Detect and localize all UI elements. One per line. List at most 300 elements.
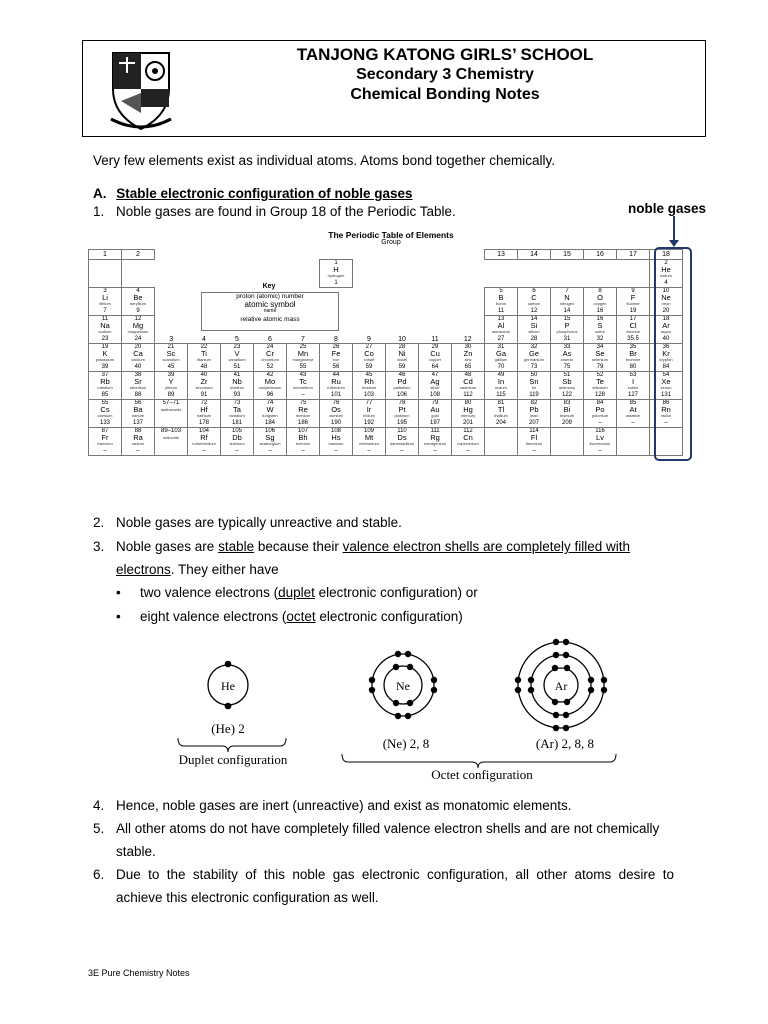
element-symbol: Al	[497, 320, 505, 330]
element-mass: –	[400, 447, 404, 454]
element-mass: 204	[495, 419, 506, 426]
element-cell	[419, 428, 452, 456]
group-number	[320, 250, 353, 260]
element-symbol: Ba	[133, 404, 143, 414]
element-cell	[122, 372, 155, 400]
element-number: 44	[332, 372, 340, 378]
element-mass: 197	[429, 419, 440, 426]
group-number: 1	[89, 250, 122, 260]
element-symbol: Ra	[133, 432, 143, 442]
element-number: 47	[431, 372, 439, 378]
element-cell	[320, 372, 353, 400]
group-18-highlight	[654, 247, 692, 461]
element-number: 30	[464, 344, 472, 350]
key-line-2: atomic symbol	[244, 299, 296, 309]
element-mass: 65	[464, 363, 472, 370]
transition-group-number: 9	[367, 335, 371, 343]
element-number: 87	[101, 428, 109, 434]
element-cell	[122, 428, 155, 456]
element-number: 35	[629, 344, 637, 350]
element-symbol: Re	[298, 404, 308, 414]
element-name: francium	[97, 441, 113, 446]
element-number: 37	[101, 372, 109, 378]
element-name: chromium	[261, 357, 279, 362]
element-mass: 190	[330, 419, 341, 426]
argon-caption: (Ar) 2, 8, 8	[535, 736, 595, 751]
empty-cell	[353, 260, 650, 288]
element-number: 3	[103, 288, 107, 294]
element-mass: 59	[398, 363, 406, 370]
element-name: tellurium	[592, 385, 608, 390]
element-number: 5	[499, 288, 503, 294]
element-number: 81	[497, 400, 505, 406]
element-cell	[419, 400, 452, 428]
element-symbol: Bi	[563, 404, 571, 414]
element-name: copernicium	[457, 441, 479, 446]
point-6-number: 6.	[93, 867, 105, 882]
element-name: lead	[530, 413, 538, 418]
element-name: rubidium	[97, 385, 113, 390]
intro-text: Very few elements exist as individual atoms. Atoms bond together chemically.	[93, 153, 555, 168]
transition-group-number: 6	[268, 335, 272, 343]
element-mass: 75	[563, 363, 571, 370]
element-mass: 56	[332, 363, 340, 370]
element-mass: 1	[334, 279, 338, 286]
element-cell	[617, 372, 650, 400]
element-name: argon	[660, 329, 672, 334]
element-symbol: V	[234, 348, 240, 358]
element-symbol: Pb	[529, 404, 539, 414]
element-number: 22	[200, 344, 208, 350]
element-name: hassium	[328, 441, 344, 446]
element-name: germanium	[523, 357, 544, 362]
key-box	[201, 292, 339, 331]
helium-caption: (He) 2	[211, 721, 245, 736]
group-number: 14	[518, 250, 551, 260]
element-mass: 59	[365, 363, 373, 370]
element-mass: –	[664, 419, 668, 426]
bullet-2-text-a: eight valence electrons (	[140, 609, 287, 624]
element-number: 4	[136, 288, 140, 294]
element-mass: –	[598, 419, 602, 426]
element-number: 48	[464, 372, 472, 378]
point-2-number: 2.	[93, 515, 105, 530]
element-symbol: Ge	[528, 348, 539, 358]
electron-configuration-diagram	[170, 632, 620, 790]
element-mass: 64	[431, 363, 439, 370]
group-number	[188, 250, 221, 260]
element-symbol: Pd	[397, 376, 407, 386]
element-symbol: K	[102, 348, 108, 358]
element-mass: 127	[627, 391, 638, 398]
element-number: 56	[134, 400, 142, 406]
element-name: iodine	[627, 385, 639, 390]
element-cell	[452, 344, 485, 372]
element-number: 18	[662, 316, 670, 322]
argon-symbol: Ar	[554, 679, 568, 693]
element-cell	[485, 316, 518, 344]
element-symbol: Au	[430, 404, 440, 414]
element-cell	[320, 400, 353, 428]
element-cell	[254, 400, 287, 428]
element-number: 29	[431, 344, 439, 350]
periodic-table-title: The Periodic Table of Elements	[328, 230, 454, 240]
element-symbol: Te	[596, 376, 604, 386]
element-number: 25	[299, 344, 307, 350]
key-line-1: proton (atomic) number	[236, 293, 304, 300]
element-number: 15	[563, 316, 571, 322]
duplet-label: Duplet configuration	[178, 752, 288, 767]
element-name: platinum	[394, 413, 410, 418]
element-name: chlorine	[625, 329, 640, 334]
element-number: 21	[167, 344, 175, 350]
element-mass: 89	[167, 391, 175, 398]
element-mass: 91	[200, 391, 208, 398]
element-name: mercury	[460, 413, 476, 418]
element-name: fluorine	[626, 301, 640, 306]
element-mass: 115	[496, 391, 506, 398]
element-number: 105	[231, 428, 242, 434]
element-name: neon	[661, 301, 671, 306]
element-cell	[155, 344, 188, 372]
element-symbol: Mg	[132, 320, 144, 330]
point-3-line-1	[116, 539, 674, 555]
element-name: polonium	[591, 413, 609, 418]
element-symbol: Sn	[529, 376, 539, 386]
element-name: darmstadtium	[389, 441, 415, 446]
element-name: bromine	[625, 357, 641, 362]
element-symbol: Rb	[100, 376, 110, 386]
point-3-text-f: . They either have	[170, 562, 279, 577]
element-name: krypton	[659, 357, 673, 362]
element-cell	[89, 372, 122, 400]
element-symbol: Zn	[463, 348, 473, 358]
element-symbol: Kr	[662, 348, 670, 358]
element-cell	[320, 344, 353, 372]
element-name: magnesium	[127, 329, 149, 334]
element-mass: 178	[198, 419, 209, 426]
element-symbol: Os	[331, 404, 341, 414]
element-cell	[485, 372, 518, 400]
element-symbol: Ru	[331, 376, 341, 386]
transition-group-number: 4	[202, 335, 206, 343]
element-cell	[155, 428, 188, 456]
point-3-stable: stable	[218, 539, 255, 554]
element-cell	[320, 428, 353, 456]
element-number: 12	[134, 316, 142, 322]
element-mass: 20	[662, 307, 670, 314]
element-name: arsenic	[560, 357, 574, 362]
element-mass: –	[532, 447, 536, 454]
element-number: 84	[596, 400, 604, 406]
element-name: nickel	[396, 357, 408, 362]
element-mass: –	[334, 447, 338, 454]
element-name: calcium	[131, 357, 145, 362]
element-mass: 131	[660, 391, 671, 398]
element-cell	[518, 344, 551, 372]
element-mass: 70	[497, 363, 505, 370]
group-number	[419, 250, 452, 260]
element-number: 19	[101, 344, 109, 350]
point-2-text: Noble gases are typically unreactive and stable.	[116, 515, 402, 530]
element-name: gold	[431, 413, 439, 418]
element-name: seaborgium	[259, 441, 281, 446]
element-mass: 181	[231, 419, 242, 426]
element-number: 53	[629, 372, 637, 378]
header-titles	[243, 45, 647, 105]
element-symbol: Rn	[661, 404, 671, 414]
bullet-2-octet: octet	[286, 609, 316, 624]
element-name: silicon	[528, 329, 540, 334]
element-number: 57–71	[162, 400, 180, 406]
element-symbol: Ti	[201, 348, 207, 358]
element-symbol: He	[661, 264, 671, 274]
element-cell	[617, 400, 650, 428]
group-number	[254, 250, 287, 260]
element-name: tungsten	[262, 413, 278, 418]
element-symbol: Bh	[298, 432, 308, 442]
element-mass: –	[598, 447, 602, 454]
element-mass: 23	[101, 335, 109, 342]
element-symbol: Hf	[200, 404, 208, 414]
element-name: copper	[428, 357, 442, 362]
point-1-text: Noble gases are found in Group 18 of the Periodic Table.	[116, 204, 456, 219]
neon-symbol: Ne	[396, 679, 410, 693]
element-symbol: Rg	[430, 432, 440, 442]
group-number: 2	[122, 250, 155, 260]
element-mass: 52	[266, 363, 274, 370]
element-name: bohrium	[295, 441, 311, 446]
element-cell	[287, 344, 320, 372]
element-name: scandium	[162, 357, 180, 362]
element-cell	[188, 344, 221, 372]
element-symbol: At	[629, 404, 637, 414]
element-cell	[617, 344, 650, 372]
bullet-1-text-a: two valence electrons (	[140, 585, 279, 600]
element-mass: –	[103, 447, 107, 454]
element-symbol: Db	[232, 432, 242, 442]
element-cell	[89, 260, 122, 288]
element-symbol: Fl	[530, 432, 538, 442]
element-mass: 12	[530, 307, 538, 314]
element-symbol: Y	[168, 376, 174, 386]
element-cell	[353, 344, 386, 372]
element-cell	[122, 316, 155, 344]
topic-title: Chemical Bonding Notes	[350, 86, 540, 103]
element-cell	[551, 344, 584, 372]
element-name: cadmium	[459, 385, 477, 390]
element-number: 24	[266, 344, 274, 350]
element-cell	[221, 344, 254, 372]
element-name: xenon	[660, 385, 672, 390]
element-symbol: Se	[595, 348, 605, 358]
element-cell	[419, 372, 452, 400]
element-number: 8	[598, 288, 602, 294]
element-mass: 184	[264, 419, 275, 426]
element-cell	[551, 316, 584, 344]
element-number: 83	[563, 400, 571, 406]
element-cell	[155, 400, 188, 428]
element-cell	[617, 316, 650, 344]
element-name: niobium	[229, 385, 244, 390]
element-name: radon	[660, 413, 672, 418]
element-symbol: Mn	[297, 348, 309, 358]
element-cell	[485, 428, 518, 456]
element-name: dubnium	[229, 441, 245, 446]
element-number: 40	[200, 372, 208, 378]
element-symbol: Cn	[463, 432, 473, 442]
element-mass: 45	[167, 363, 175, 370]
transition-group-number: 11	[431, 335, 439, 343]
point-6-line-1: Due to the stability of this noble gas electronic configuration, all other atoms desire to	[116, 867, 674, 882]
element-name: sulfur	[595, 329, 605, 334]
element-name: oxygen	[593, 301, 607, 306]
element-cell	[89, 288, 122, 316]
element-mass: 27	[497, 335, 505, 342]
element-symbol: Tc	[299, 376, 307, 386]
element-cell	[254, 344, 287, 372]
element-cell	[386, 372, 419, 400]
element-name: iridium	[363, 413, 375, 418]
element-number: 111	[430, 428, 440, 434]
element-name: bismuth	[559, 413, 574, 418]
element-name: hafnium	[196, 413, 212, 418]
element-cell	[221, 372, 254, 400]
element-cell	[122, 400, 155, 428]
element-cell	[254, 428, 287, 456]
element-mass: 207	[528, 419, 539, 426]
element-symbol: Ds	[397, 432, 407, 442]
element-name: osmium	[328, 413, 343, 418]
element-symbol: N	[564, 292, 570, 302]
element-number: 11	[101, 316, 109, 322]
element-number: 77	[365, 400, 373, 406]
element-name: roentgenium	[423, 441, 447, 446]
bullet-2-text-c: electronic configuration)	[315, 609, 463, 624]
element-name: molybdenum	[258, 385, 282, 390]
element-symbol: Rf	[200, 432, 208, 442]
element-symbol: Nb	[232, 376, 242, 386]
element-number: 39	[167, 372, 175, 378]
element-name: livermorium	[589, 441, 611, 446]
element-number: 34	[596, 344, 604, 350]
element-name: rutherfordium	[192, 441, 216, 446]
point-3-electrons: electrons	[116, 562, 171, 577]
element-name: rhenium	[295, 413, 311, 418]
element-mass: 128	[594, 391, 605, 398]
element-symbol: Lv	[596, 432, 604, 442]
page-footer: 3E Pure Chemistry Notes	[88, 968, 190, 978]
school-crest-icon	[105, 49, 177, 131]
element-symbol: Li	[102, 292, 108, 302]
element-name: zinc	[464, 357, 472, 362]
document-header	[82, 40, 706, 137]
element-mass: 201	[462, 419, 473, 426]
element-number: 114	[529, 428, 539, 434]
element-symbol: Sg	[265, 432, 275, 442]
element-mass: 96	[266, 391, 274, 398]
element-symbol: Ir	[366, 404, 372, 414]
point-3-valence-shells: valence electron shells are completely filled with	[342, 539, 631, 554]
element-cell	[221, 400, 254, 428]
element-cell	[221, 428, 254, 456]
element-symbol: Xe	[661, 376, 671, 386]
element-cell	[254, 372, 287, 400]
element-number: 46	[398, 372, 406, 378]
element-mass: –	[202, 447, 206, 454]
element-cell	[287, 372, 320, 400]
element-mass: 186	[297, 419, 308, 426]
element-cell	[89, 400, 122, 428]
element-cell	[155, 372, 188, 400]
point-4-text: Hence, noble gases are inert (unreactive) and exist as monatomic elements.	[116, 798, 572, 813]
element-number: 2	[664, 260, 668, 266]
element-number: 41	[233, 372, 241, 378]
element-cell	[518, 288, 551, 316]
element-mass: –	[136, 447, 140, 454]
element-mass: –	[367, 447, 371, 454]
element-mass: 84	[662, 363, 670, 370]
element-mass: 101	[330, 391, 341, 398]
element-name: flerovium	[525, 441, 543, 446]
element-cell	[188, 400, 221, 428]
element-symbol: Zr	[200, 376, 208, 386]
element-symbol: Sb	[562, 376, 572, 386]
element-symbol: Cr	[266, 348, 274, 358]
element-mass: –	[235, 447, 239, 454]
helium-atom	[208, 661, 248, 710]
element-mass: 19	[629, 307, 637, 314]
element-mass: 39	[101, 363, 109, 370]
element-cell	[584, 400, 617, 428]
point-3-text-c: because their	[254, 539, 343, 554]
element-cell	[287, 428, 320, 456]
element-symbol: Ta	[233, 404, 241, 414]
element-name: cobalt	[363, 357, 375, 362]
element-number: 26	[332, 344, 340, 350]
element-symbol: Cs	[100, 404, 110, 414]
element-mass: 80	[629, 363, 637, 370]
element-cell	[617, 428, 650, 456]
element-number: 112	[463, 428, 473, 434]
element-name: actinoids	[163, 434, 179, 440]
key-title: Key	[262, 283, 276, 290]
element-mass: 88	[134, 391, 142, 398]
element-mass: 14	[563, 307, 571, 314]
element-cell	[551, 288, 584, 316]
element-symbol: Pt	[398, 404, 406, 414]
element-mass: 79	[596, 363, 604, 370]
element-number: 106	[264, 428, 275, 434]
element-symbol: Ne	[661, 292, 671, 302]
element-number: 54	[662, 372, 670, 378]
element-number: 36	[662, 344, 670, 350]
point-6-line-2: achieve this electronic configuration as well.	[116, 890, 379, 905]
element-number: 31	[497, 344, 505, 350]
transition-group-number: 8	[334, 335, 338, 343]
element-cell	[188, 428, 221, 456]
element-symbol: O	[597, 292, 603, 302]
element-number: 42	[266, 372, 274, 378]
element-symbol: Co	[364, 348, 374, 358]
element-symbol: S	[597, 320, 603, 330]
school-name: TANJONG KATONG GIRLS’ SCHOOL	[296, 45, 594, 64]
element-name: technetium	[293, 385, 313, 390]
element-cell	[584, 428, 617, 456]
element-symbol: Fe	[331, 348, 341, 358]
point-1-number: 1.	[93, 204, 105, 219]
transition-group-number: 3	[169, 335, 174, 343]
